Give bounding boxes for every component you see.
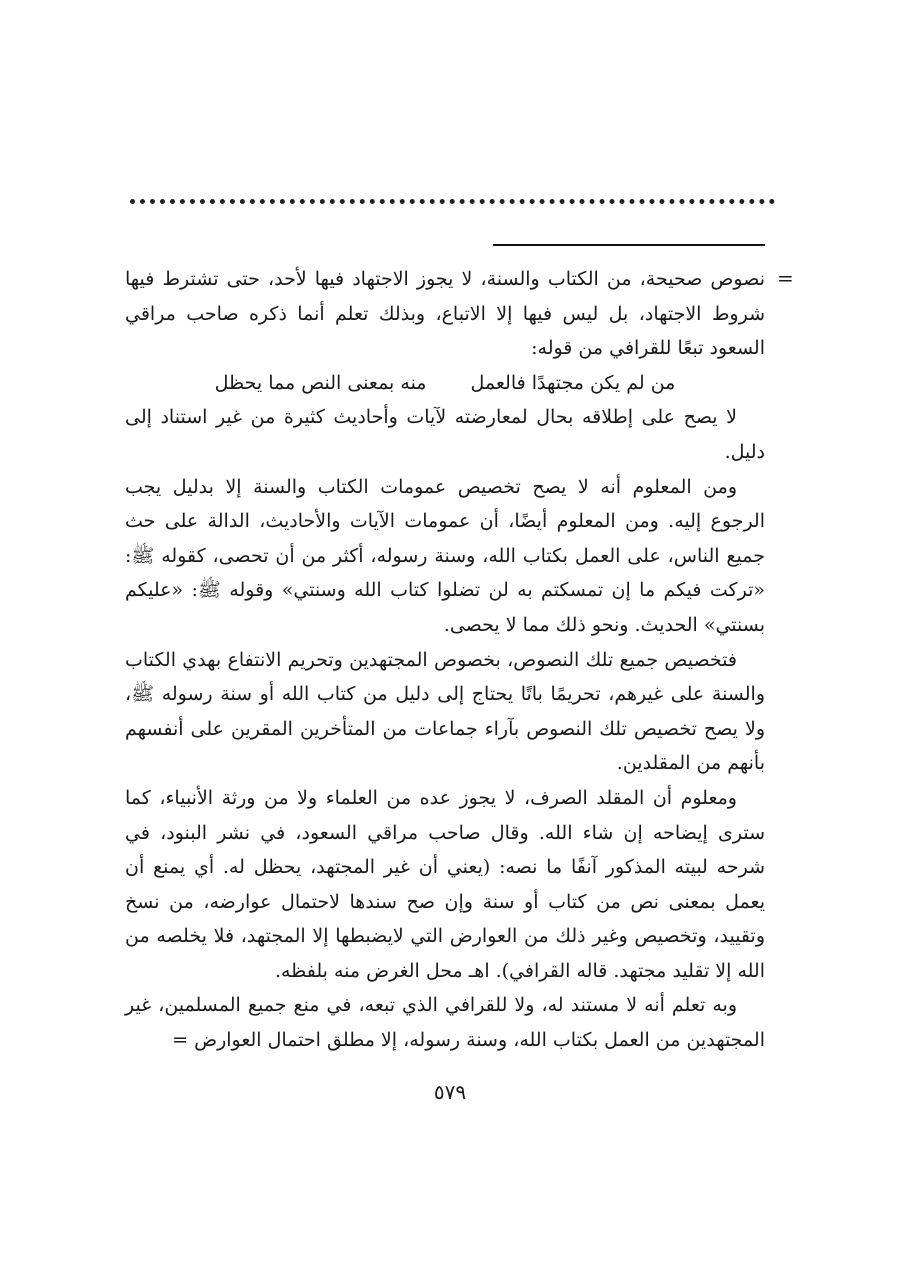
paragraph-intro: نصوص صحيحة، من الكتاب والسنة، لا يجوز الاجتهاد فيها لأحد، حتى تشترط فيها شروط الاجتهاد، بل ليس فيها إلا الاتباع، وبذلك تعلم أنما ذكره صاحب مراقي السعود تبعًا للقرافي من قوله: [125, 268, 765, 360]
paragraph-imitator: ومعلوم أن المقلد الصرف، لا يجوز عده من العلماء ولا من ورثة الأنبياء، كما سترى إيضاحه إن شاء الله. وقال صاحب مراقي السعود، في نشر البنود، في شرحه لبيته المذكور آنفًا ما نصه: (يعني أن غير المجتهد، يحظل له. أي يمنع أن يعمل بمعنى نص من كتاب أو سنة وإن صح سندها لاحتمال عوارضه، من نسخ وتقييد، وتخصيص وغير ذلك من العوارض التي لايضبطها إلا المجتهد، فلا يخلصه من الله إلا تقليد مجتهد. قاله القرافي). اهـ محل الغرض منه بلفظه. [125, 786, 765, 982]
footnote-rule [493, 244, 765, 246]
continuation-mark: = [777, 266, 794, 290]
paragraph-restriction: فتخصيص جميع تلك النصوص، بخصوص المجتهدين وتحريم الانتفاع بهدي الكتاب والسنة على غيرهم، تحريمًا باتًا يحتاج إلى دليل من كتاب الله أو سنة رسوله ﷺ، ولا يصح تخصيص تلك النصوص بآراء جماعات من المتأخرين المقرين على أنفسهم بأنهم من المقلدين. [125, 648, 765, 775]
dotted-separator [130, 190, 775, 204]
paragraph-specification: ومن المعلوم أنه لا يصح تخصيص عمومات الكتاب والسنة إلا بدليل يجب الرجوع إليه. ومن المعلوم أيضًا، أن عمومات الآيات والأحاديث، الدالة على حث جميع الناس، على العمل بكتاب الله، وسنة رسوله، أكثر من أن تحصى، كقوله ﷺ: «تركت فيكم ما إن تمسكتم به لن تضلوا كتاب الله وسنتي» وقوله ﷺ: «عليكم بسنتي» الحديث. ونحو ذلك مما لا يحصى. [125, 475, 765, 636]
footnote-text [125, 262, 765, 1058]
paragraph-after-verse: لا يصح على إطلاقه بحال لمعارضته لآيات وأحاديث كثيرة من غير استناد إلى دليل. [125, 406, 765, 463]
verse-first-hemistich: من لم يكن مجتهدًا فالعمل [470, 371, 676, 394]
poem-verse [125, 366, 765, 401]
paragraph-conclusion: وبه تعلم أنه لا مستند له، ولا للقرافي الذي تبعه، في منع جميع المسلمين، غير المجتهدين من العمل بكتاب الله، وسنة رسوله، إلا مطلق احتمال العوارض = [125, 994, 765, 1052]
page-number: ٥٧٩ [433, 1080, 467, 1104]
verse-second-hemistich: منه بمعنى النص مما يحظل [214, 371, 427, 394]
